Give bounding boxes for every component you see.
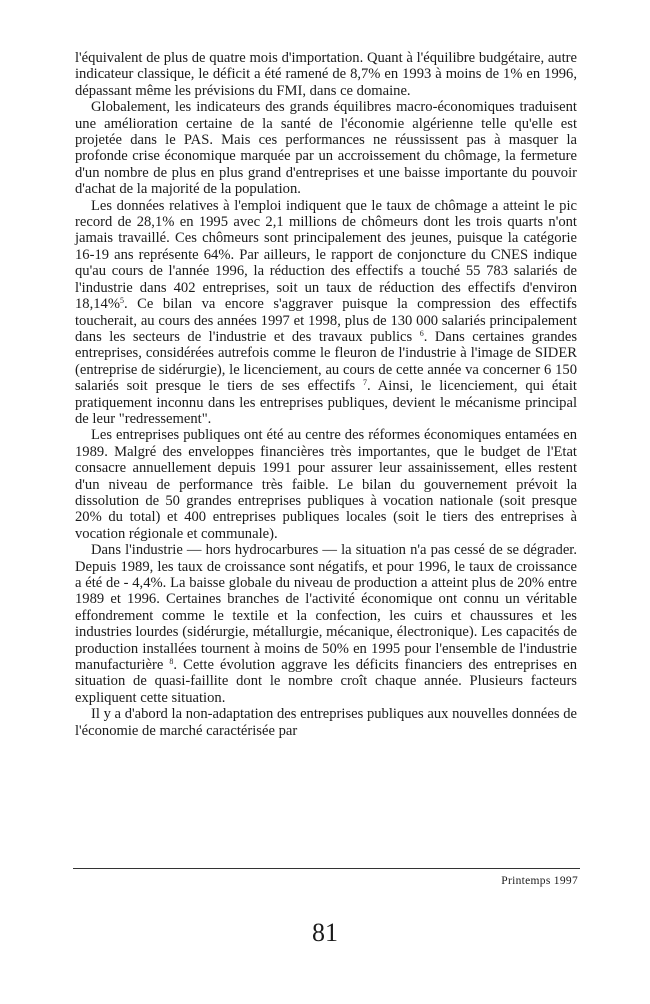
paragraph <box>75 50 577 99</box>
page-number: 81 <box>312 918 338 947</box>
paragraph-text: Les données relatives à l'emploi indiquent que le taux de chômage a atteint le pic record de 28,1% en 1995 avec 2,1 millions de chômeurs dont les trois quarts n'ont jamais travaillé. Ces chômeurs sont principalement des jeunes, puisque la catégorie 16-19 ans représente 64%. Par ailleurs, le rapport de conjoncture du CNES indique qu'au cours de l'année 1996, la réduction des effectifs a touché 55 783 salariés de l'industrie dans 402 entreprises, soit un taux de réduction des effectifs d'environ 18,14% <box>75 197 577 313</box>
paragraph-text: Il y a d'abord la non-adaptation des entreprises publiques aux nouvelles données de l'économie de marché caractérisée par <box>75 706 577 739</box>
paragraph-text: . Ce bilan va encore s'aggraver puisque la compression des effectifs toucherait, au cours des années 1997 et 1998, plus de 130 000 salariés principalement dans les secteurs de l'industrie et des travaux publics <box>75 296 577 345</box>
paragraph <box>75 99 577 197</box>
article-body <box>75 50 577 739</box>
paragraph <box>75 198 577 428</box>
paragraph <box>75 427 577 542</box>
paragraph-text: . Cette évolution aggrave les déficits financiers des entreprises en situation de quasi-faillite dont le nombre croît chaque année. Plusieurs facteurs expliquent cette situation. <box>75 657 578 706</box>
paragraph-text: l'équivalent de plus de quatre mois d'importation. Quant à l'équilibre budgétaire, autre indicateur classique, le déficit a été ramené de 8,7% en 1993 à moins de 1% en 1996, dépassant même les prévisions du FMI, dans ce domaine. <box>75 50 577 99</box>
paragraph-text: Globalement, les indicateurs des grands équilibres macro-économiques traduisent une amélioration certaine de la santé de l'économie algérienne telle qu'elle est projetée dans le PAS. Mais ces performances ne réussissent pas à masquer la profonde crise économique marquée par un accroissement du chômage, la fermeture d'un nombre de plus en plus grand d'entreprises et une baisse importante du pouvoir d'achat de la majorité de la population. <box>75 99 577 198</box>
footnote-marker: 7 <box>363 378 368 388</box>
footer-issue-label: Printemps 1997 <box>501 875 578 887</box>
paragraph <box>75 542 577 706</box>
footnote-marker: 8 <box>169 657 174 667</box>
footnote-marker: 5 <box>120 296 124 306</box>
footnote-marker: 6 <box>419 328 424 338</box>
paragraph-text: . Ainsi, le licenciement, qui était pratiquement inconnu dans les entreprises publiques, devient le mécanisme principal de leur "redressement". <box>75 378 577 427</box>
footer-divider <box>73 868 580 869</box>
paragraph-text: Dans l'industrie — hors hydrocarbures — la situation n'a pas cessé de se dégrader. Depuis 1989, les taux de croissance sont négatifs, et pour 1996, le taux de croissance a été de - 4,4%. La baisse globale du niveau de production a atteint plus de 20% entre 1989 et 1996. Certaines branches de l'activité économique ont connu un véritable effondrement comme le textile et la confection, les cuirs et chaussures et les industries lourdes (sidérurgie, métallurgie, mécanique, électronique). Les capacités de production installées tournent à moins de 50% en 1995 pour l'ensemble de l'industrie manufacturière <box>75 542 577 674</box>
paragraph <box>75 706 577 739</box>
paragraph-text: Les entreprises publiques ont été au centre des réformes économiques entamées en 1989. Malgré des enveloppes financières très importantes, que le budget de l'Etat consacre annuellement depuis 1991 pour assurer leur assainissement, elles restent d'un niveau de performance très faible. Le bilan du gouvernement prévoit la dissolution de 50 grandes entreprises publiques à vocation nationale (soit presque 20% du total) et 400 entreprises publiques locales (soit le tiers des entreprises à vocation régionale et communale). <box>75 427 577 542</box>
paragraph-text: . Dans certaines grandes entreprises, considérées autrefois comme le fleuron de l'industrie à l'image de SIDER (entreprise de sidérurgie), le licenciement, au cours de cette année va concerner 6 150 salariés soit presque le tiers de ses effectifs <box>75 328 577 395</box>
